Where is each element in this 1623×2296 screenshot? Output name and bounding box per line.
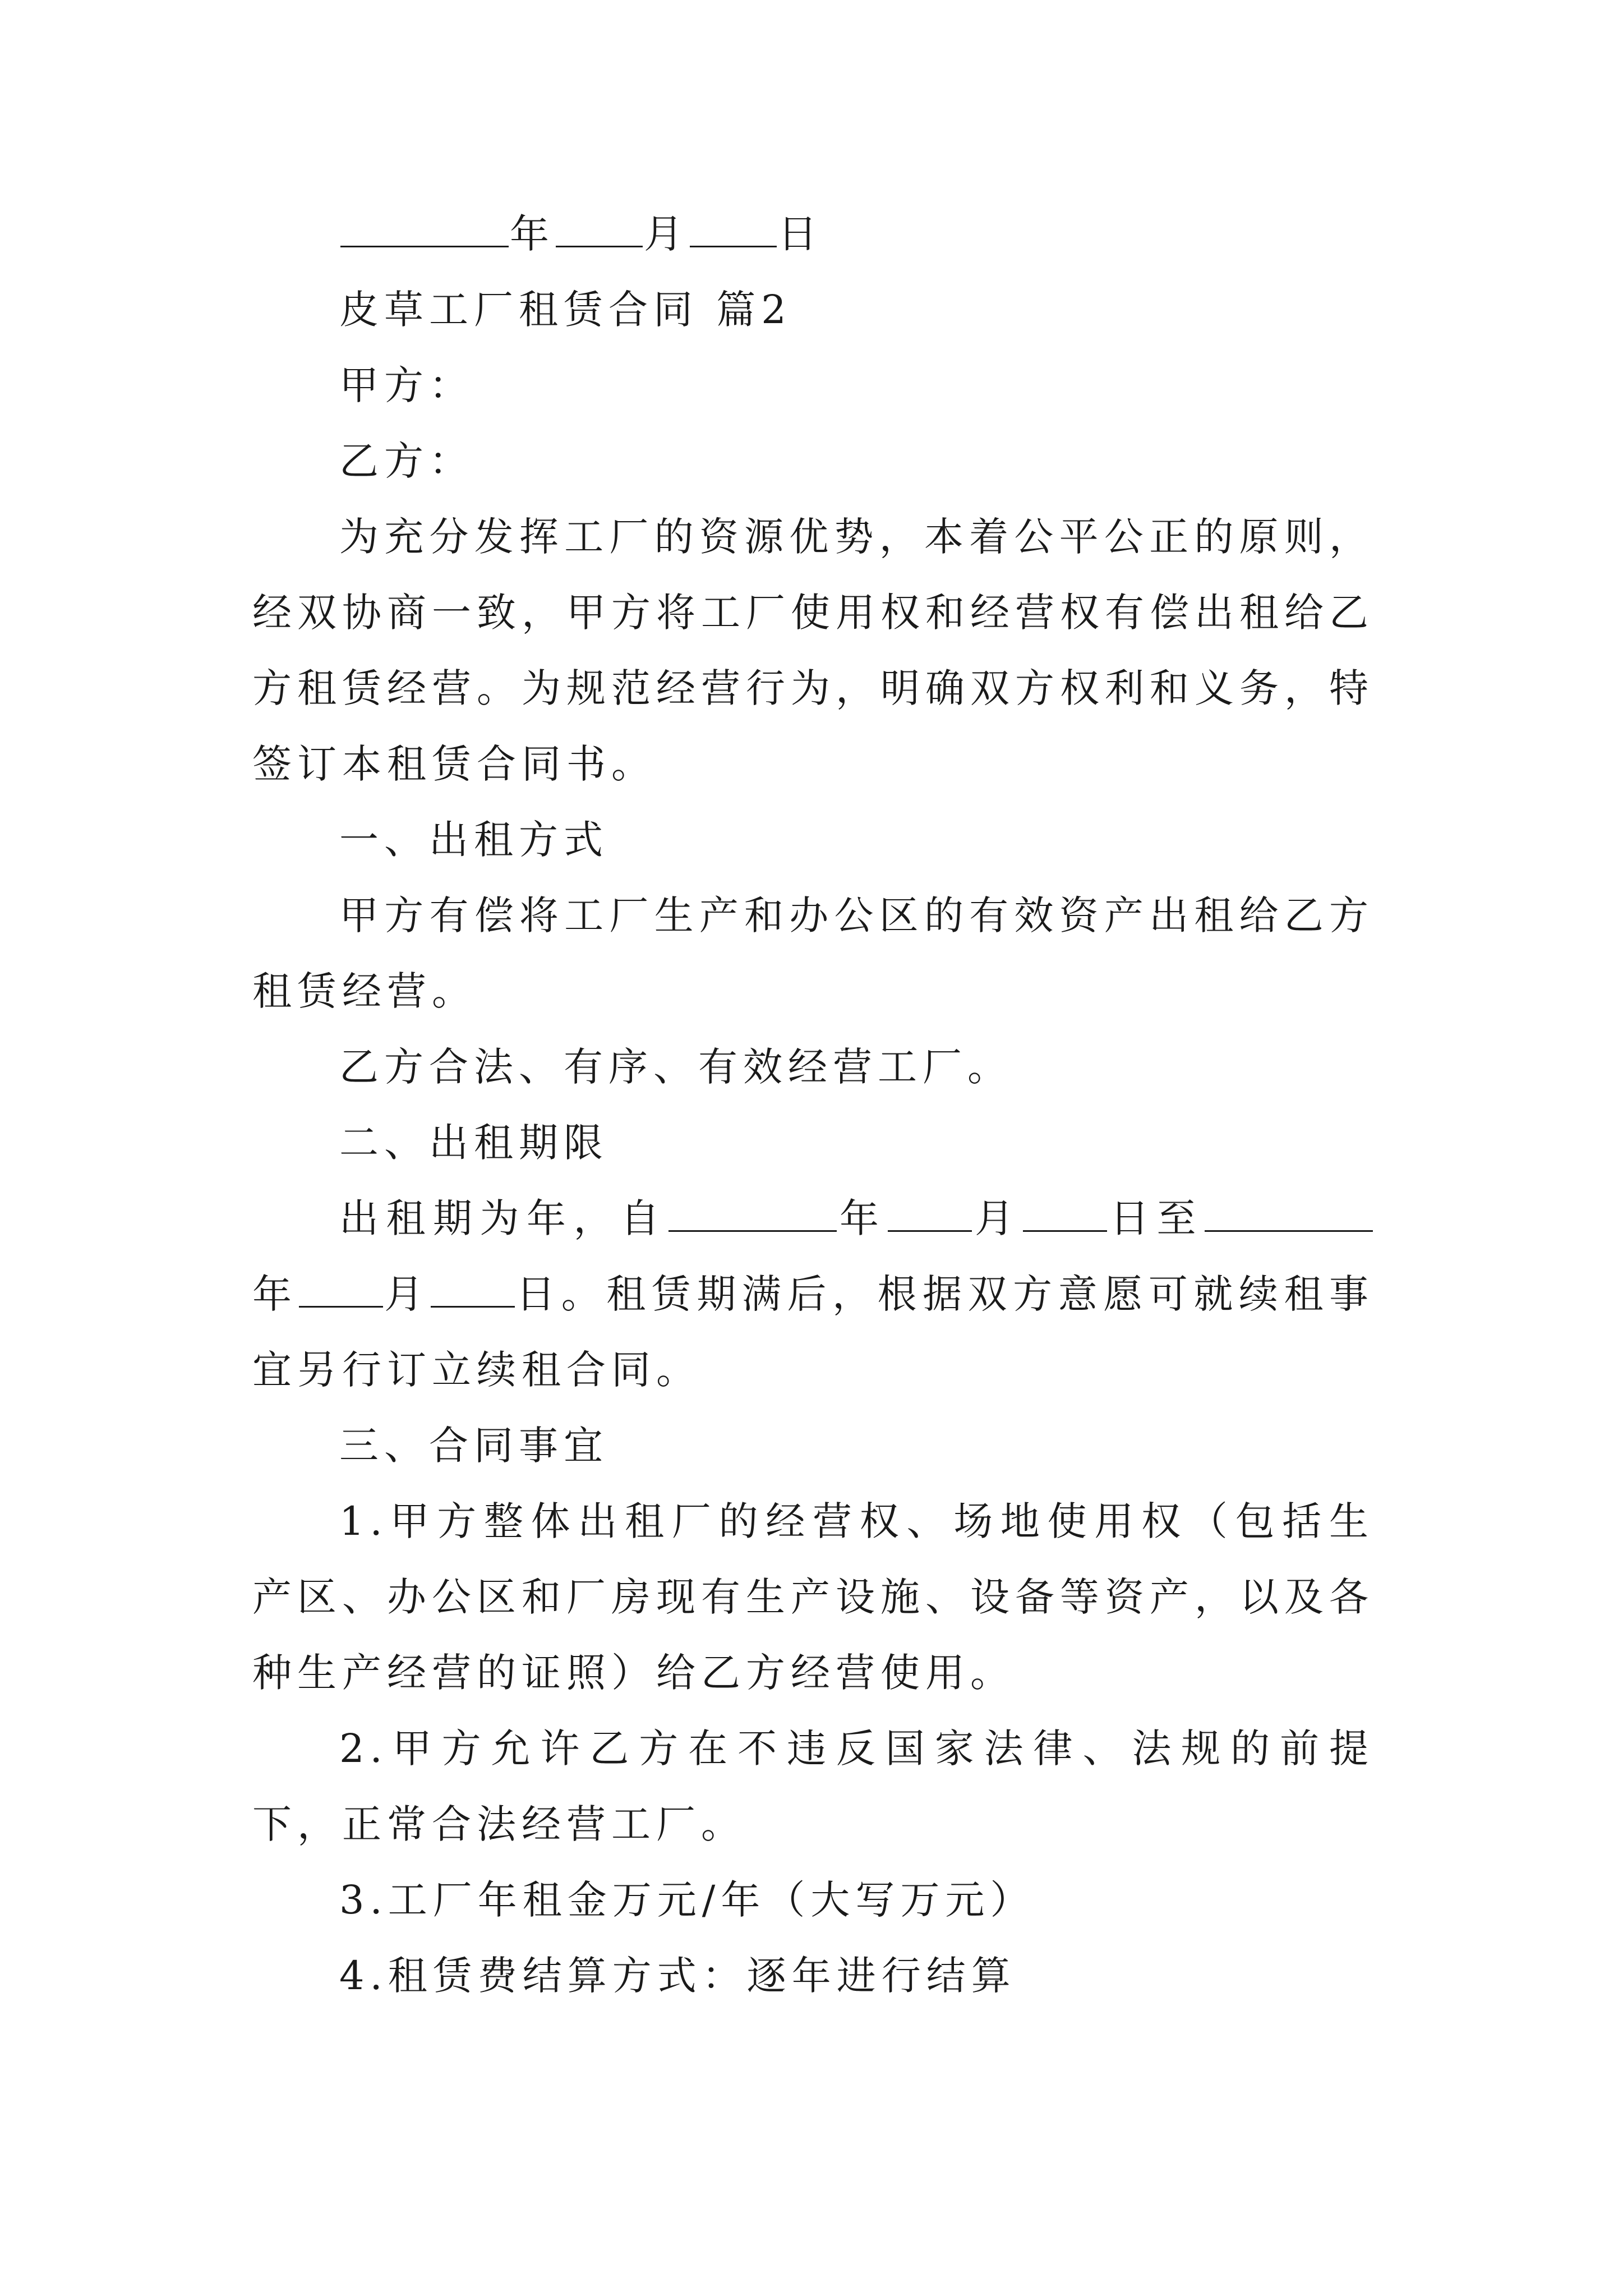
section1-paragraph-1: 甲方有偿将工厂生产和办公区的有效资产出租给乙方租赁经营。 (252, 892, 1374, 1014)
section2-heading: 二、出租期限 (339, 1120, 608, 1166)
start-month-blank (888, 1191, 972, 1232)
section3-item-4: 4.租赁费结算方式：逐年进行结算 (339, 1953, 1016, 1999)
end-month-blank (299, 1267, 383, 1308)
end-day-blank (431, 1267, 515, 1308)
contract-title: 皮草工厂租赁合同 篇2 (339, 287, 792, 333)
intro-paragraph: 为充分发挥工厂的资源优势，本着公平公正的原则，经双协商一致，甲方将工厂使用权和经营权有偿出租给乙方租赁经营。为规范经营行为，明确双方权利和义务，特签订本租赁合同书。 (252, 514, 1374, 787)
term-month-label: 月 (972, 1195, 1022, 1241)
document-body (252, 196, 1374, 2014)
section3-heading: 三、合同事宜 (339, 1423, 608, 1469)
term-suffix: 日。租赁期满后，根据双方意愿可就续租事宜另行订立续租合同。 (252, 1271, 1375, 1393)
signature-date-line (252, 196, 1374, 272)
term-day-to-label: 日至 (1108, 1195, 1204, 1241)
section1-paragraph-2: 乙方合法、有序、有效经营工厂。 (339, 1044, 1012, 1090)
month-blank (556, 206, 643, 247)
term-year2-label: 年 (252, 1271, 298, 1317)
section3-item-3: 3.工厂年租金万元/年（大写万元） (339, 1877, 1035, 1923)
section3-item-2: 2.甲方允许乙方在不违反国家法律、法规的前提下，正常合法经营工厂。 (252, 1726, 1374, 1847)
start-day-blank (1023, 1191, 1107, 1232)
section3-item-1: 1.甲方整体出租厂的经营权、场地使用权（包括生产区、办公区和厂房现有生产设施、设备等资产，以及各种生产经营的证照）给乙方经营使用。 (252, 1498, 1374, 1696)
section2-term-paragraph (252, 1181, 1374, 1408)
term-month2-label: 月 (384, 1271, 430, 1317)
start-year-blank (668, 1191, 837, 1232)
day-blank (690, 206, 777, 247)
term-prefix: 出租期为年，自 (339, 1195, 667, 1241)
party-a-label: 甲方： (339, 362, 474, 408)
party-b-label: 乙方： (339, 438, 474, 484)
section1-heading: 一、出租方式 (339, 817, 608, 863)
year-blank (340, 206, 509, 247)
date-month-label: 月 (644, 211, 689, 257)
end-year-blank (1205, 1191, 1373, 1232)
term-year-label: 年 (837, 1195, 887, 1241)
date-year-label: 年 (510, 211, 555, 257)
date-day-label: 日 (778, 211, 823, 257)
